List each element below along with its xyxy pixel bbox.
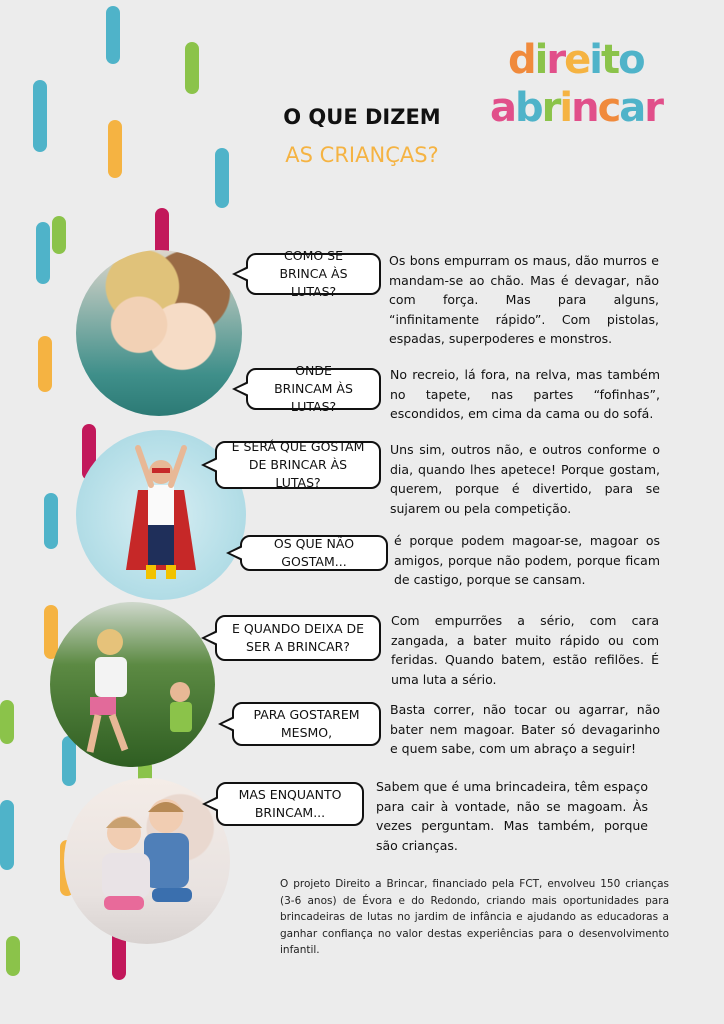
question-bubble-4: OS QUE NÃO GOSTAM... <box>240 535 388 571</box>
answer-text-3: Uns sim, outros não, e outros conforme o dia, quando lhes apetece! Porque gostam, querem, porque é divertido, para se sujarem ou pela competição. <box>390 442 660 516</box>
logo-letter: b <box>515 85 542 131</box>
answer-text-6: Basta correr, não tocar ou agarrar, não bater nem magoar. Bater só devagarinho e quem sabe, com um abraço a seguir! <box>390 702 660 756</box>
decorative-dash <box>106 6 120 64</box>
answer-text-5: Com empurrões a sério, com cara zangada, a bater muito rápido ou com feridas. Quando batem, estão refilões. É uma luta a sério. <box>391 613 659 687</box>
decorative-dash <box>0 800 14 870</box>
question-bubble-5: E QUANDO DEIXA DE SER A BRINCAR? <box>215 615 381 661</box>
question-bubble-6: PARA GOSTAREM MESMO, <box>232 702 381 746</box>
logo-letter: o <box>618 37 644 83</box>
photo-children-whispering <box>76 250 242 416</box>
logo-letter: t <box>600 37 619 83</box>
answer-text-7: Sabem que é uma brincadeira, têm espaço para cair à vontade, não se magoam. Às vezes perguntam. Mas também, porque são crianças. <box>376 779 648 853</box>
logo-letter: r <box>644 85 663 131</box>
decorative-dash <box>0 700 14 744</box>
logo-letter: r <box>541 85 560 131</box>
logo-letter: i <box>559 85 572 131</box>
decorative-dash <box>215 148 229 208</box>
project-description: O projeto Direito a Brincar, financiado pela FCT, envolveu 150 crianças (3-6 anos) de Évora e do Redondo, criando mais oportunidades para brincadeiras de lutas no jardim de infância e ajudando as educadoras a ganhar confiança no valor destas experiências para o desenvolvimento infantil. <box>280 878 669 956</box>
answer-text-1: Os bons empurram os maus, dão murros e mandam-se ao chão. Mas é devagar, não com força. Mas para alguns, “infinitamente rápido”. Com pistolas, espadas, superpoderes e monstros. <box>389 253 659 346</box>
answer-text-4: é porque podem magoar-se, magoar os amigos, porque não podem, porque ficam de castigo, porque se cansam. <box>394 533 660 587</box>
page-title: O QUE DIZEM <box>283 105 441 129</box>
decorative-dash <box>6 936 20 976</box>
question-bubble-3: E SERÁ QUE GOSTAM DE BRINCAR ÀS LUTAS? <box>215 441 381 489</box>
direito-a-brincar-logo <box>490 37 700 140</box>
page-subtitle: AS CRIANÇAS? <box>285 143 439 167</box>
logo-letter: r <box>546 37 565 83</box>
decorative-dash <box>36 222 50 284</box>
logo-letter: c <box>597 85 620 131</box>
decorative-dash <box>33 80 47 152</box>
logo-letter: a <box>619 85 645 131</box>
question-bubble-1: COMO SE BRINCA ÀS LUTAS? <box>246 253 381 295</box>
logo-letter: i <box>534 37 547 83</box>
decorative-dash <box>38 336 52 392</box>
photo-children-playing-grass <box>50 602 215 767</box>
decorative-dash <box>108 120 122 178</box>
logo-letter: n <box>571 85 598 131</box>
playing-children-illustration <box>50 602 215 767</box>
logo-letter: i <box>589 37 601 83</box>
logo-letter: a <box>490 85 515 131</box>
decorative-dash <box>52 216 66 254</box>
question-bubble-2: ONDE BRINCAM ÀS LUTAS? <box>246 368 381 410</box>
question-bubble-7: MAS ENQUANTO BRINCAM... <box>216 782 364 826</box>
decorative-dash <box>185 42 199 94</box>
decorative-dash <box>44 493 58 549</box>
answer-text-2: No recreio, lá fora, na relva, mas também no tapete, nas partes “fofinhas”, escondidos, em cima da cama ou do sofá. <box>390 367 660 421</box>
logo-letter: d <box>508 37 535 83</box>
logo-letter: e <box>564 37 590 83</box>
